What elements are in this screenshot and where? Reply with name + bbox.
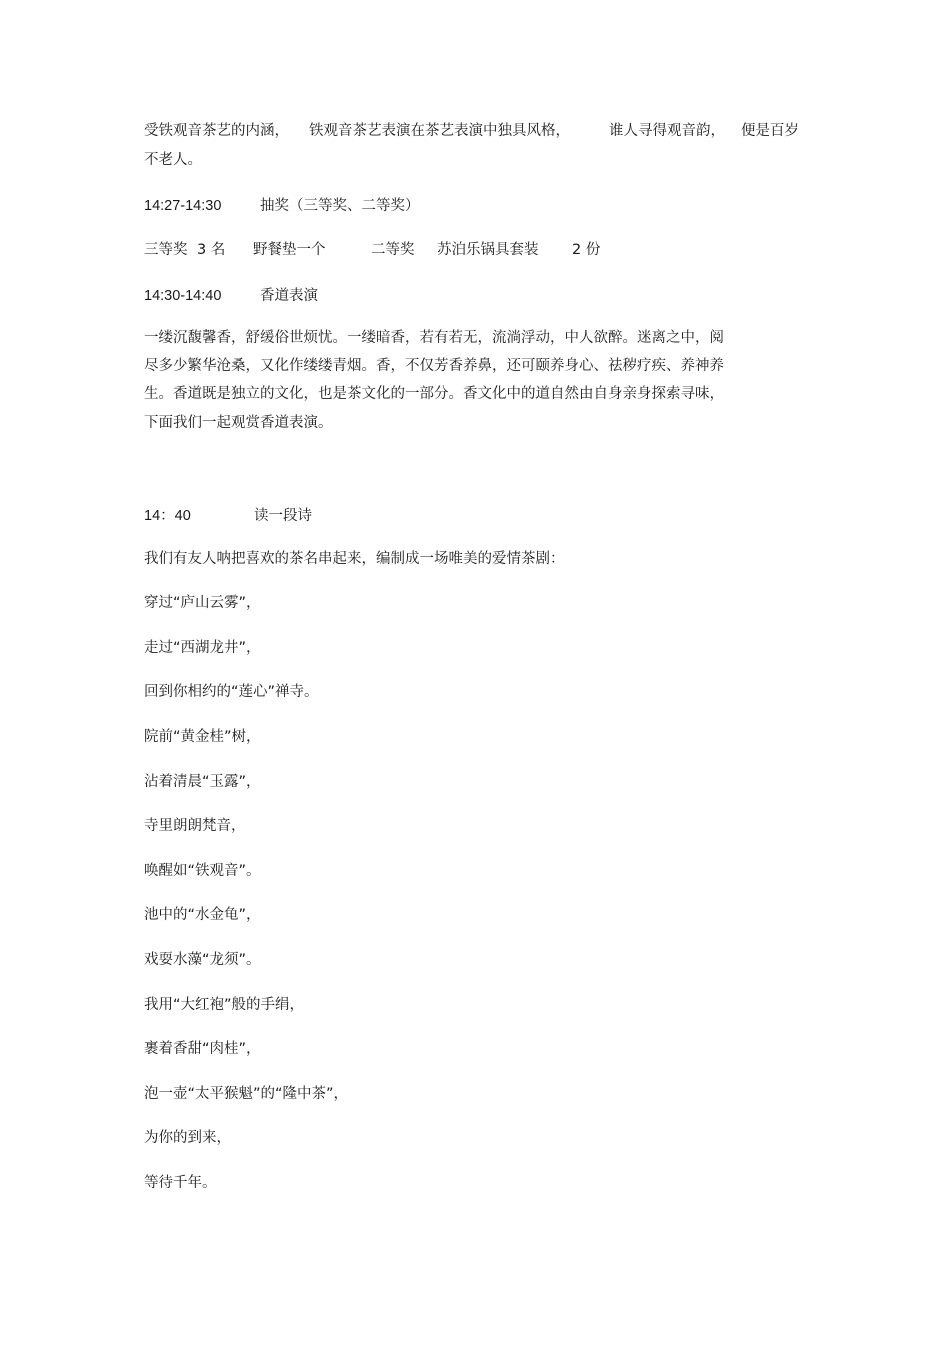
second-prize-item: 苏泊乐锅具套装: [437, 242, 539, 258]
poem-line: 戏耍水藻“龙须”。: [144, 952, 261, 968]
poem-line: 寺里朗朗梵音，: [144, 818, 246, 834]
poem-line: 等待千年。: [144, 1175, 217, 1191]
intro-text-1: 受铁观音茶艺的内涵，: [144, 123, 289, 139]
poem-line: 唤醒如“铁观音”。: [144, 863, 261, 879]
lottery-time: 14:27-14:30: [144, 198, 222, 214]
third-prize-label: 三等奖: [144, 242, 188, 258]
poem-line: 为你的到来，: [144, 1130, 231, 1146]
incense-line: 生。香道既是独立的文化，也是茶文化的一部分。香文化中的道自然由自身亲身探索寻味，: [144, 386, 724, 402]
intro-text-4: 便是百岁: [741, 123, 799, 139]
poem-intro: 我们有友人呐把喜欢的茶名串起来，编制成一场唯美的爱情茶剧：: [144, 551, 565, 567]
poem-line: 院前“黄金桂”树，: [144, 729, 261, 745]
intro-text-3: 谁人寻得观音韵，: [609, 123, 725, 139]
poem-line: 我用“大红袍”般的手绢，: [144, 997, 305, 1013]
incense-title: 香道表演: [260, 288, 318, 304]
second-prize-count: 2 份: [572, 242, 601, 258]
incense-line: 尽多少繁华沧桑，又化作缕缕青烟。香，不仅芳香养鼻，还可颐养身心、祛秽疗疾、养神养: [144, 358, 724, 374]
third-prize-count: 3 名: [197, 242, 226, 258]
poem-title: 读一段诗: [254, 508, 312, 524]
lottery-title: 抽奖（三等奖、二等奖）: [260, 198, 420, 214]
incense-line: 一缕沉馥馨香，舒缓俗世烦忧。一缕暗香，若有若无，流淌浮动，中人欲醉。迷离之中，阅: [144, 330, 724, 346]
intro-text-2: 铁观音茶艺表演在茶艺表演中独具风格，: [309, 123, 570, 139]
second-prize-label: 二等奖: [371, 242, 415, 258]
poem-time: 14：40: [144, 508, 191, 524]
incense-time: 14:30-14:40: [144, 288, 222, 304]
poem-line: 沾着清晨“玉露”，: [144, 774, 261, 790]
poem-line: 池中的“水金龟”，: [144, 907, 261, 923]
poem-line: 泡一壶“太平猴魁”的“隆中茶”，: [144, 1086, 349, 1102]
incense-line: 下面我们一起观赏香道表演。: [144, 415, 333, 431]
third-prize-item: 野餐垫一个: [253, 242, 326, 258]
intro-text-5: 不老人。: [144, 152, 202, 168]
poem-line: 走过“西湖龙井”，: [144, 640, 261, 656]
poem-line: 裹着香甜“肉桂”，: [144, 1041, 261, 1057]
poem-line: 穿过“庐山云雾”，: [144, 595, 261, 611]
poem-line: 回到你相约的“莲心”禅寺。: [144, 684, 319, 700]
